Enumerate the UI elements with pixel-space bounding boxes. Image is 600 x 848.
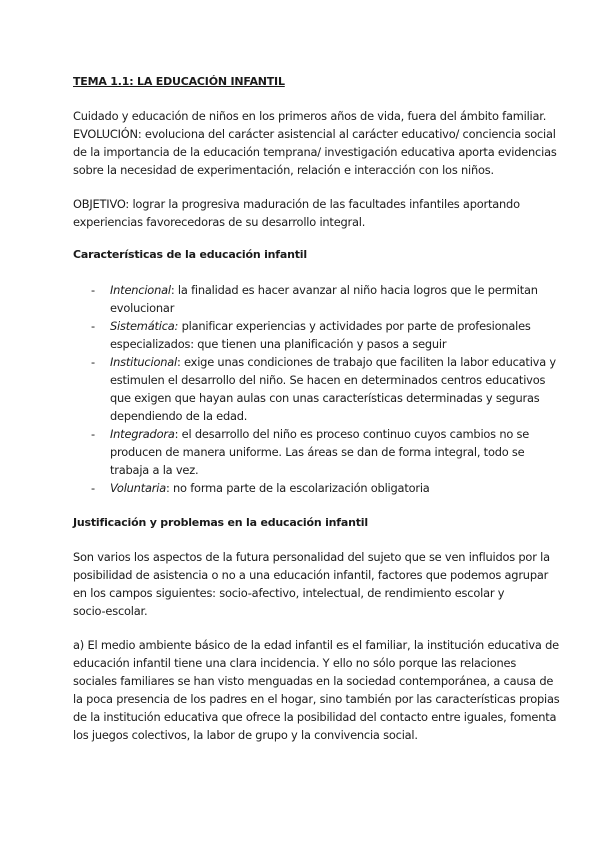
list-item-line: que exigen que hayan aulas con unas características determinadas y seguras [110, 391, 540, 405]
list-bullet: - [91, 319, 96, 333]
paragraph-line: educación infantil tiene una clara incidencia. Y ello no sólo porque las relaciones [73, 656, 517, 670]
list-text: : la finalidad es hacer avanzar al niño hacia logros que le permitan [170, 283, 538, 297]
list-item-integradora [110, 425, 529, 443]
list-item-line: dependiendo de la edad. [110, 409, 248, 423]
list-item-institucional [110, 353, 556, 371]
list-bullet: - [91, 427, 96, 441]
paragraph-line: de la institución educativa que ofrece la posibilidad del contacto entre iguales, fomenta [73, 710, 557, 724]
section-heading-characteristics: Características de la educación infantil [73, 248, 307, 261]
paragraph-line: la poca presencia de los padres en el hogar, sino también por las características propias [73, 692, 560, 706]
list-term: Voluntaria [110, 481, 166, 495]
intro-line: sobre la necesidad de experimentación, relación e interacción con los niños. [73, 163, 494, 177]
paragraph-line: Son varios los aspectos de la futura personalidad del sujeto que se ven influidos por la [73, 550, 550, 564]
list-item-line: trabaja a la vez. [110, 463, 199, 477]
intro-line: Cuidado y educación de niños en los primeros años de vida, fuera del ámbito familiar. [73, 109, 547, 123]
list-item-intencional [110, 281, 538, 299]
list-text: : el desarrollo del niño es proceso continuo cuyos cambios no se [174, 427, 530, 441]
paragraph-line: sociales familiares se han visto menguadas en la sociedad contemporánea, a causa de [73, 674, 554, 688]
list-text: : no forma parte de la escolarización obligatoria [165, 481, 430, 495]
intro-line: EVOLUCIÓN: evoluciona del carácter asistencial al carácter educativo/ conciencia social [73, 127, 556, 141]
page-title: TEMA 1.1: LA EDUCACIÓN INFANTIL [73, 75, 285, 88]
intro-line: de la importancia de la educación temprana/ investigación educativa aporta evidencias [73, 145, 557, 159]
list-text: planificar experiencias y actividades por parte de profesionales [178, 319, 531, 333]
list-term: Sistemática: [110, 319, 179, 333]
list-bullet: - [91, 481, 96, 495]
list-bullet: - [91, 283, 96, 297]
list-item-line: producen de manera uniforme. Las áreas se dan de forma integral, todo se [110, 445, 525, 459]
list-item-line: especializados: que tienen una planificación y pasos a seguir [110, 337, 447, 351]
list-item-line: evolucionar [110, 301, 175, 315]
section-heading-justification: Justificación y problemas en la educación infantil [73, 516, 368, 529]
list-text: : exige unas condiciones de trabajo que faciliten la labor educativa y [177, 355, 556, 369]
objetivo-line: OBJETIVO: lograr la progresiva maduración de las facultades infantiles aportando [73, 197, 520, 211]
paragraph-line: socio-escolar. [73, 604, 148, 618]
objetivo-line: experiencias favorecedoras de su desarrollo integral. [73, 215, 366, 229]
list-bullet: - [91, 355, 96, 369]
list-item-line: estimulen el desarrollo del niño. Se hacen en determinados centros educativos [110, 373, 546, 387]
list-term: Integradora [110, 427, 175, 441]
list-term: Institucional [110, 355, 177, 369]
list-item-voluntaria [110, 479, 430, 497]
paragraph-line: a) El medio ambiente básico de la edad infantil es el familiar, la institución educativa de [73, 638, 559, 652]
list-item-sistematica [110, 317, 531, 335]
paragraph-line: los juegos colectivos, la labor de grupo y la convivencia social. [73, 728, 418, 742]
paragraph-line: posibilidad de asistencia o no a una educación infantil, factores que podemos agrupar [73, 568, 549, 582]
paragraph-line: en los campos siguientes: socio-afectivo, intelectual, de rendimiento escolar y [73, 586, 505, 600]
list-term: Intencional [110, 283, 171, 297]
